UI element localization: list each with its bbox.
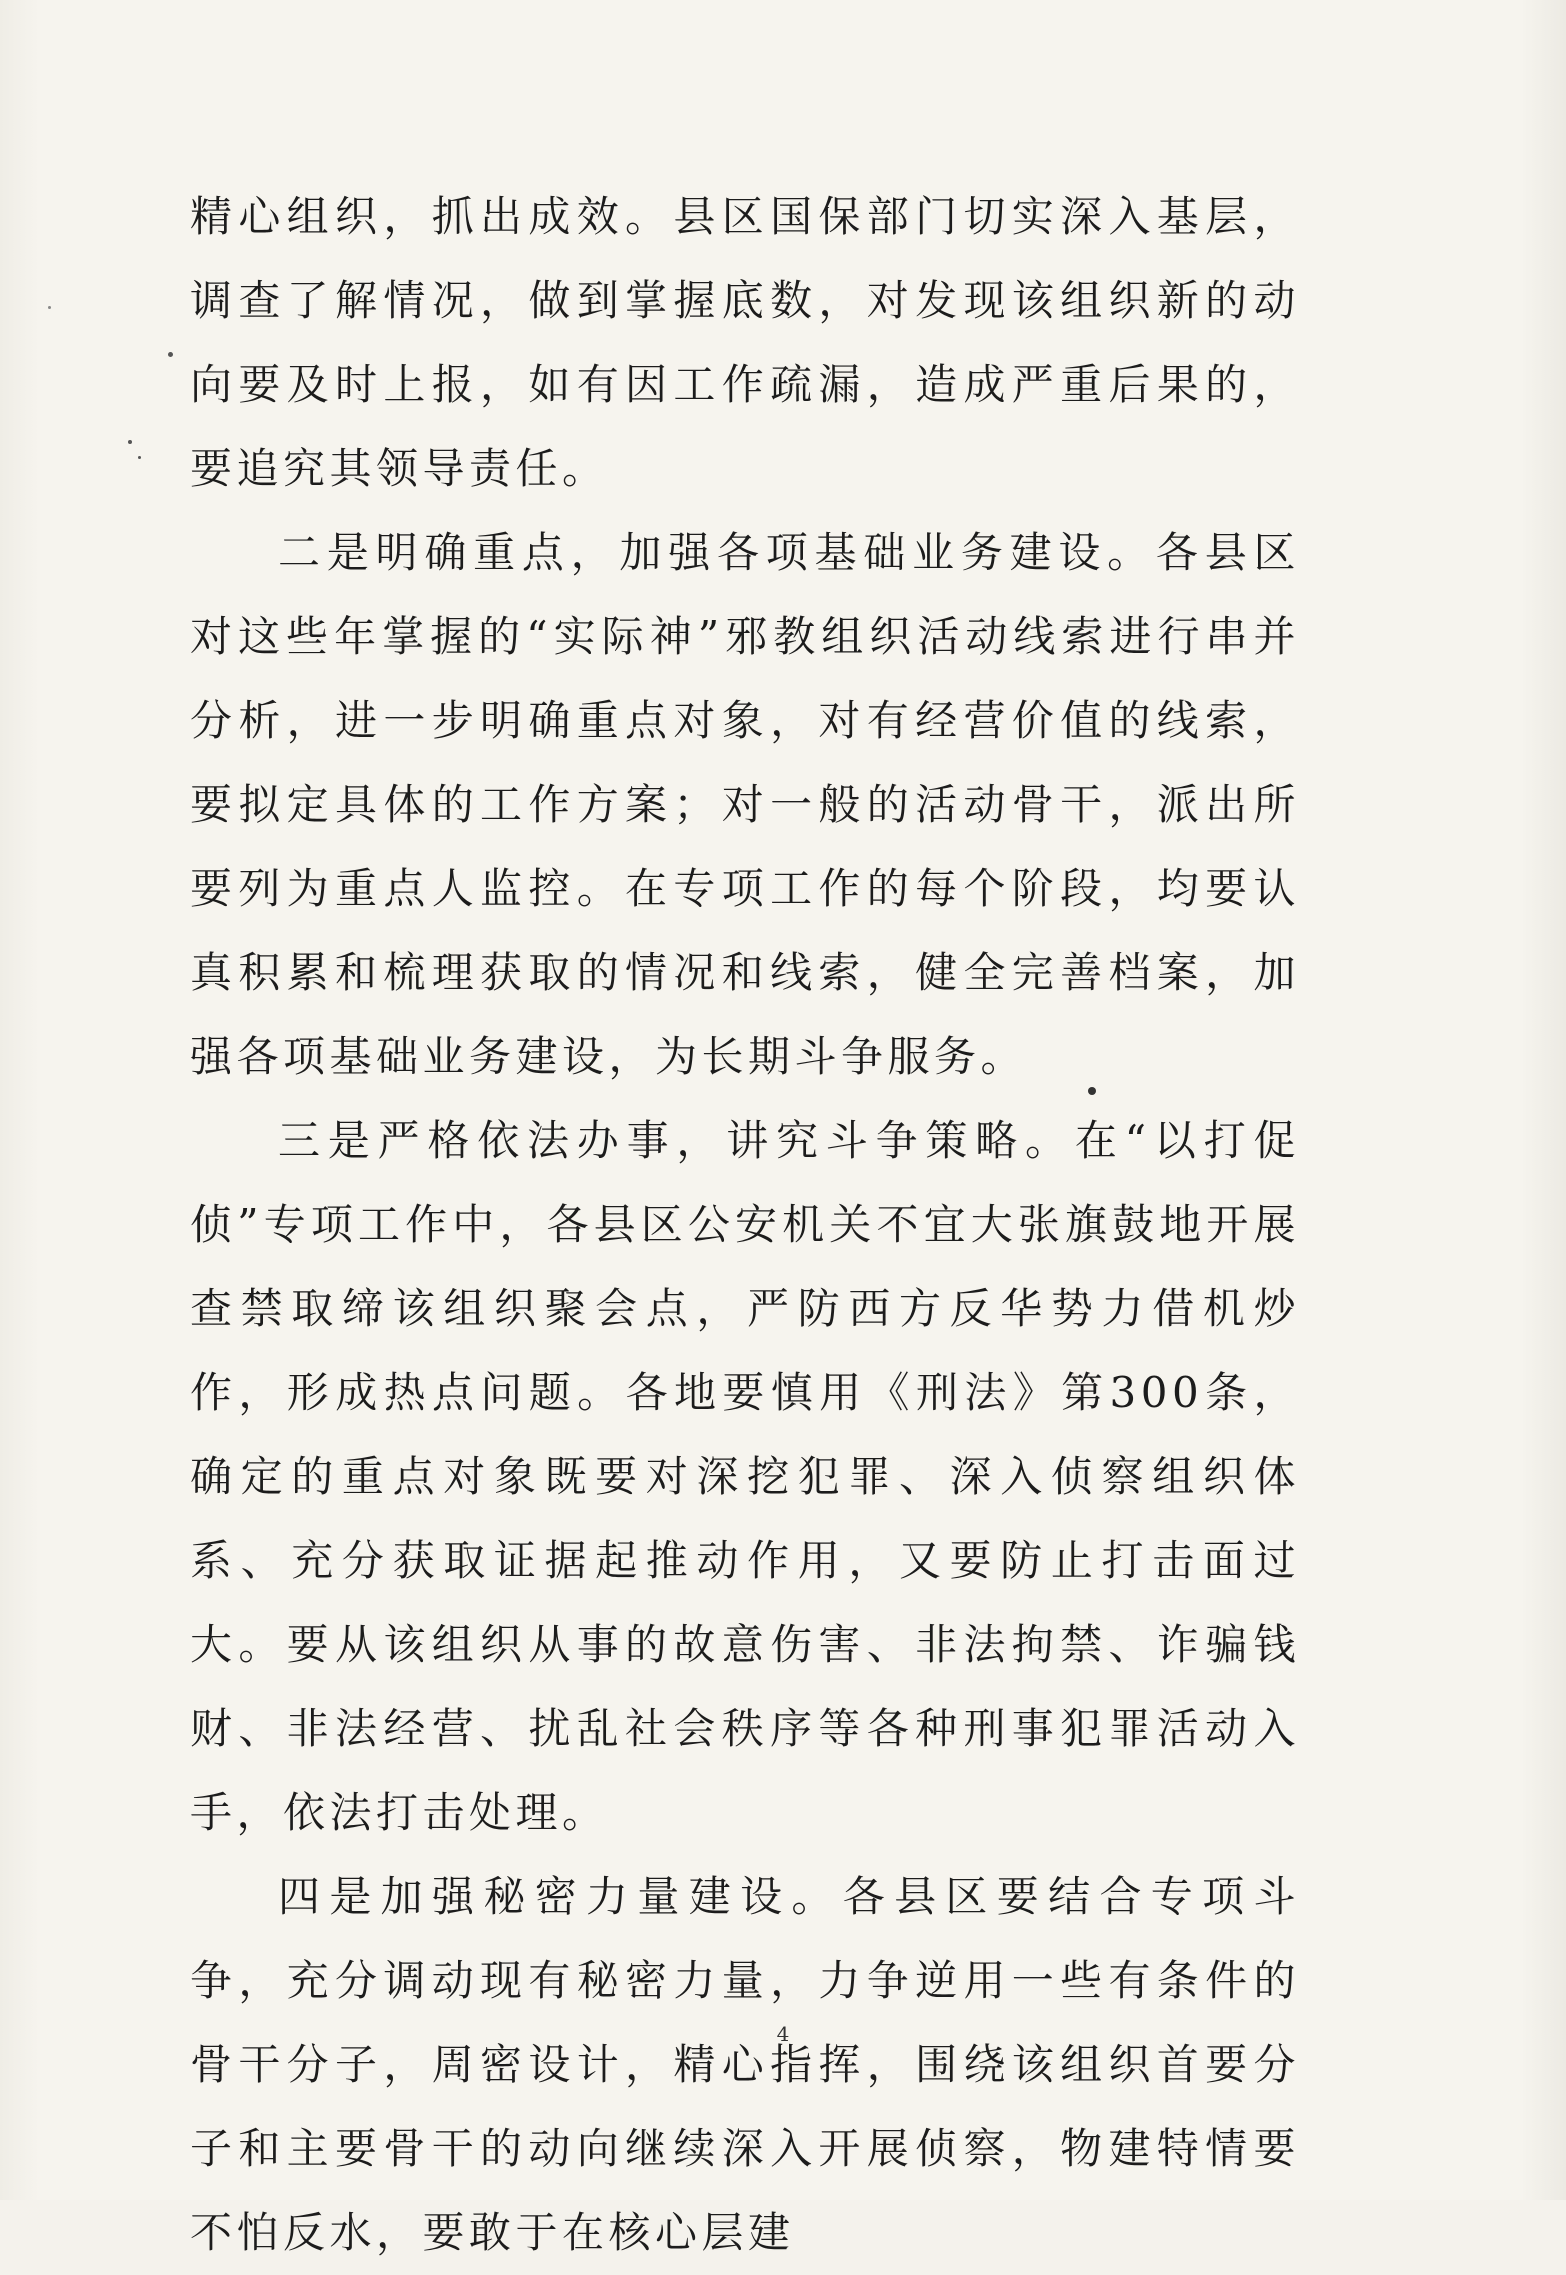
paragraph-4: 四是加强秘密力量建设。各县区要结合专项斗争，充分调动现有秘密力量，力争逆用一些有条件的骨干分子，周密设计，精心指挥，围绕该组织首要分子和主要骨干的动向继续深入开展侦察，物建特情要不怕反水，要敢于在核心层建: [190, 1872, 1300, 2257]
paragraph-3: 三是严格依法办事，讲究斗争策略。在“以打促侦”专项工作中，各县区公安机关不宜大张旗鼓地开展查禁取缔该组织聚会点，严防西方反华势力借机炒作，形成热点问题。各地要慎用《刑法》第300条，确定的重点对象既要对深挖犯罪、深入侦察组织体系、充分获取证据起推动作用，又要防止打击面过大。要从该组织从事的故意伤害、非法拘禁、诈骗钱财、非法经营、扰乱社会秩序等各种刑事犯罪活动入手，依法打击处理。: [190, 1116, 1300, 1837]
paragraph-2: 二是明确重点，加强各项基础业务建设。各县区对这些年掌握的“实际神”邪教组织活动线索进行串并分析，进一步明确重点对象，对有经营价值的线索，要拟定具体的工作方案；对一般的活动骨干，派出所要列为重点人监控。在专项工作的每个阶段，均要认真积累和梳理获取的情况和线索，健全完善档案，加强各项基础业务建设，为长期斗争服务。: [190, 528, 1300, 1081]
scan-speck: [48, 306, 51, 309]
paragraph-1: 精心组织，抓出成效。县区国保部门切实深入基层，调查了解情况，做到掌握底数，对发现该组织新的动向要及时上报，如有因工作疏漏，造成严重后果的，要追究其领导责任。: [190, 192, 1300, 493]
scan-speck: [138, 456, 141, 459]
page-number: 4: [776, 2022, 790, 2046]
scan-speck: [168, 352, 173, 357]
document-body: [190, 175, 1300, 2275]
scan-speck: [1088, 1087, 1096, 1095]
scan-speck: [128, 440, 132, 444]
